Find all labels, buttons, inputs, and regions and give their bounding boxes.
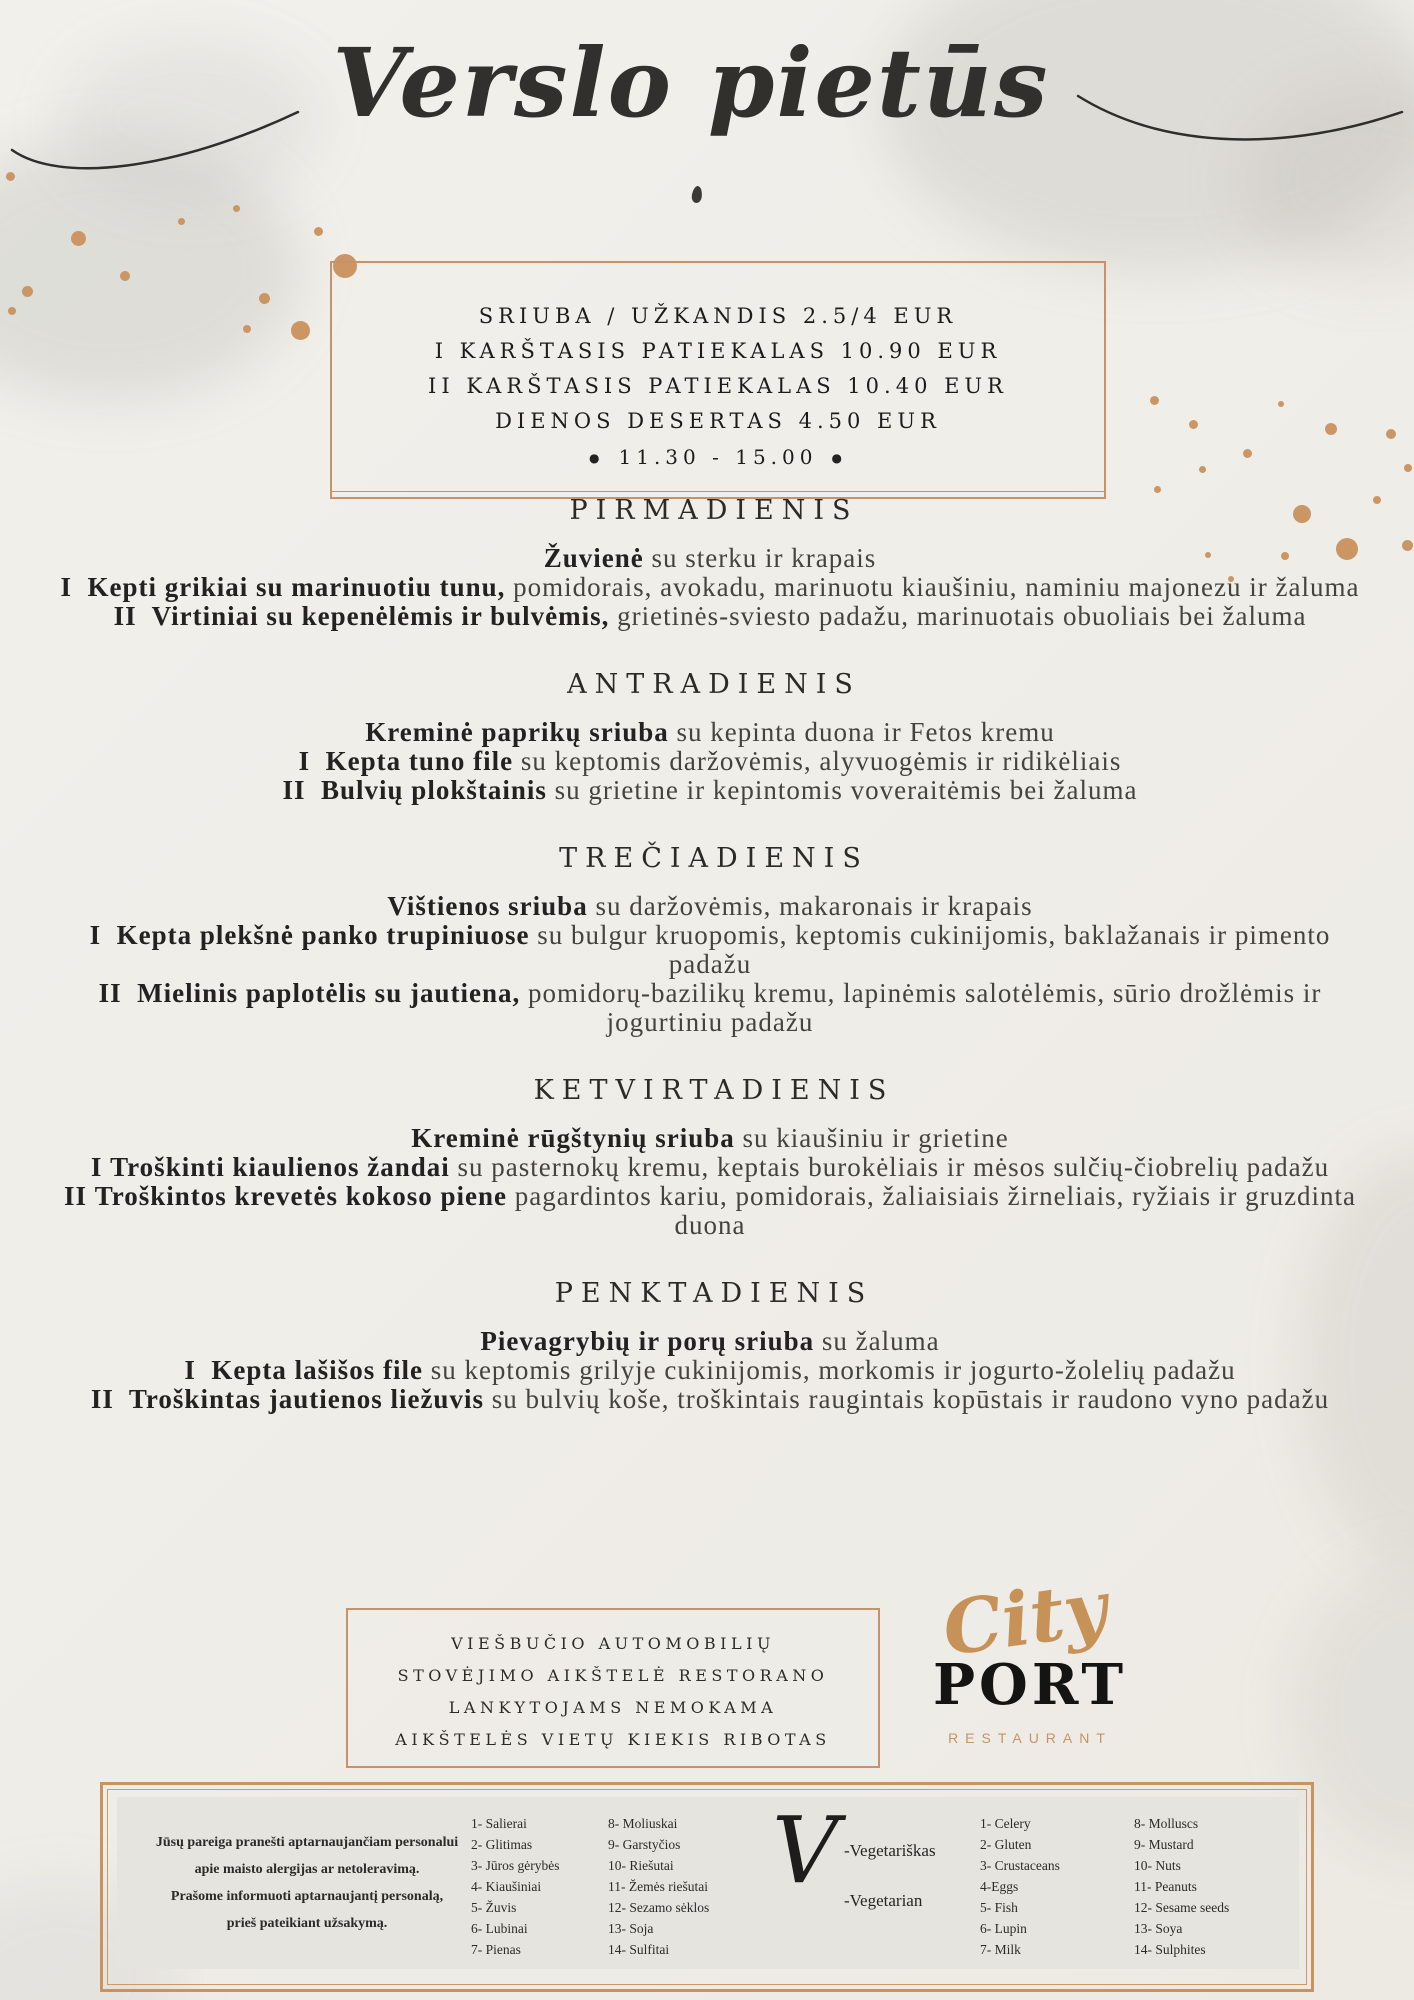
allergens-en-col-1	[980, 1813, 1060, 1960]
price-line: I KARŠTASIS PATIEKALAS 10.90 EUR	[434, 339, 1002, 363]
menu-item: II Troškintos krevetės kokoso piene pagardintos kariu, pomidorais, žaliaisiais žirneliais, ryžiais ir gruzdinta duona	[63, 1181, 1357, 1240]
day-heading: PENKTADIENIS	[554, 1278, 874, 1309]
decor-dot	[1278, 401, 1284, 407]
weekly-menu	[60, 495, 1360, 1452]
day-section-friday	[60, 1278, 1360, 1414]
decor-dot	[1325, 423, 1337, 435]
day-section-monday	[60, 495, 1360, 631]
decor-dot	[1373, 496, 1381, 504]
allergen-item: 9- Mustard	[1134, 1837, 1194, 1852]
decor-dot	[1199, 466, 1206, 473]
allergen-item: 5- Žuvis	[471, 1900, 517, 1915]
serving-hours-text: 11.30 - 15.00	[618, 445, 818, 469]
menu-item: Kreminė rūgštynių sriuba su kiaušiniu ir grietine	[411, 1123, 1009, 1153]
parking-info-box	[346, 1608, 880, 1768]
allergen-item: 12- Sesame seeds	[1134, 1900, 1230, 1915]
menu-item: II Troškintas jautienos liežuvis su bulvių koše, troškintais raugintais kopūstais ir raudono vyno padažu	[90, 1384, 1330, 1414]
menu-item: I Kepta lašišos file su keptomis grilyje cukinijomis, morkomis ir jogurto-žolelių padažu	[184, 1355, 1236, 1385]
day-heading: TREČIADIENIS	[559, 843, 869, 874]
allergen-item: 10- Riešutai	[608, 1858, 674, 1873]
allergen-item: 3- Crustaceans	[980, 1858, 1060, 1873]
day-section-thursday	[60, 1075, 1360, 1240]
day-heading: PIRMADIENIS	[569, 495, 859, 526]
allergen-item: 2- Glitimas	[471, 1837, 533, 1852]
allergens-en-col-2	[1134, 1813, 1229, 1960]
allergen-item: 12- Sezamo sėklos	[608, 1900, 710, 1915]
day-section-wednesday	[60, 843, 1360, 1037]
parking-line: STOVĖJIMO AIKŠTELĖ RESTORANO	[397, 1666, 829, 1685]
allergen-footer-box	[100, 1782, 1314, 1992]
allergen-item: 13- Soya	[1134, 1921, 1183, 1936]
allergy-notice-line: Prašome informuoti aptarnaujantį personalą,	[170, 1889, 444, 1904]
logo-tagline: RESTAURANT	[948, 1730, 1112, 1746]
day-heading: KETVIRTADIENIS	[533, 1075, 895, 1106]
decor-dot	[120, 271, 130, 281]
decor-dot	[1243, 449, 1252, 458]
vegetarian-label-lt: -Vegetariškas	[844, 1841, 936, 1860]
decor-dot	[1386, 429, 1396, 439]
allergen-item: 10- Nuts	[1134, 1858, 1181, 1873]
price-line: DIENOS DESERTAS 4.50 EUR	[495, 409, 941, 433]
menu-item: Kreminė paprikų sriuba su kepinta duona ir Fetos kremu	[365, 717, 1055, 747]
allergen-item: 7- Pienas	[471, 1942, 521, 1957]
allergy-notice-line: prieš pateikiant užsakymą.	[226, 1916, 388, 1931]
page-title: Verslo pietūs	[332, 28, 1050, 139]
allergen-item: 7- Milk	[980, 1942, 1021, 1957]
allergen-item: 11- Žemės riešutai	[608, 1879, 708, 1894]
allergy-notice-line: apie maisto alergijas ar netoleravimą.	[194, 1862, 420, 1877]
menu-item: Pievagrybių ir porų sriuba su žaluma	[480, 1326, 940, 1356]
decor-dot	[8, 307, 16, 315]
menu-item: II Mielinis paplotėlis su jautiena, pomidorų-bazilikų kremu, lapinėmis salotėlėmis, sūrio drožlėmis ir jogurtiniu padažu	[98, 978, 1322, 1037]
allergen-item: 2- Gluten	[980, 1837, 1032, 1852]
allergen-item: 13- Soja	[608, 1921, 654, 1936]
vegetarian-legend	[772, 1797, 982, 1963]
serving-hours	[332, 445, 1104, 469]
bullet-icon: ●	[831, 451, 847, 465]
menu-item: Žuvienė su sterku ir krapais	[543, 543, 877, 573]
menu-item: I Troškinti kiaulienos žandai su pasternokų kremu, keptais burokėliais ir mėsos sulčių-čiobrelių padažu	[90, 1152, 1330, 1182]
decor-dot	[22, 286, 33, 297]
allergen-panel	[117, 1797, 1299, 1969]
vegetarian-label-en: -Vegetarian	[844, 1891, 923, 1910]
parking-line: AIKŠTELĖS VIETŲ KIEKIS RIBOTAS	[395, 1730, 831, 1749]
price-line: SRIUBA / UŽKANDIS 2.5/4 EUR	[478, 304, 958, 328]
menu-item: I Kepta tuno file su keptomis daržovėmis, alyvuogėmis ir ridikėliais	[298, 746, 1122, 776]
vegetarian-mark-icon: V	[772, 1797, 839, 1904]
decor-dot	[1150, 396, 1159, 405]
restaurant-logo	[915, 1564, 1145, 1746]
parking-line: LANKYTOJAMS NEMOKAMA	[448, 1698, 778, 1717]
bullet-icon: ●	[589, 451, 605, 465]
allergen-item: 6- Lupin	[980, 1921, 1027, 1936]
decor-dot	[1189, 420, 1198, 429]
menu-item: I Kepta plekšnė panko trupiniuose su bulgur kruopomis, keptomis cukinijomis, baklažanais ir pimento padažu	[89, 920, 1331, 979]
menu-item: II Virtiniai su kepenėlėmis ir bulvėmis, grietinės-sviesto padažu, marinuotais obuoliais bei žaluma	[113, 601, 1307, 631]
price-info-box	[330, 261, 1106, 499]
decor-dot	[291, 321, 310, 340]
allergen-item: 1- Celery	[980, 1816, 1031, 1831]
day-section-tuesday	[60, 669, 1360, 805]
allergen-item: 9- Garstyčios	[608, 1837, 681, 1852]
decor-dot	[1154, 486, 1161, 493]
logo-name: PORT	[932, 1652, 1128, 1718]
allergy-notice	[142, 1829, 472, 1937]
allergy-notice-line: Jūsų pareiga pranešti aptarnaujančiam personalui	[155, 1835, 459, 1850]
allergen-item: 4- Kiaušiniai	[471, 1879, 542, 1894]
decor-dot	[259, 293, 270, 304]
allergens-lt-col-2	[608, 1813, 709, 1960]
day-heading: ANTRADIENIS	[567, 669, 861, 700]
allergen-item: 14- Sulfitai	[608, 1942, 670, 1957]
decor-dot	[243, 325, 251, 333]
allergen-item: 8- Molluscs	[1134, 1816, 1199, 1831]
menu-item: II Bulvių plokštainis su grietine ir kepintomis voveraitėmis bei žaluma	[282, 775, 1138, 805]
allergen-item: 14- Sulphites	[1134, 1942, 1206, 1957]
menu-item: Vištienos sriuba su daržovėmis, makaronais ir krapais	[387, 891, 1033, 921]
allergen-item: 5- Fish	[980, 1900, 1018, 1915]
parking-line: VIEŠBUČIO AUTOMOBILIŲ	[451, 1634, 775, 1653]
allergens-lt-col-1	[471, 1813, 559, 1960]
price-line: II KARŠTASIS PATIEKALAS 10.40 EUR	[428, 374, 1008, 398]
decor-dot	[1402, 540, 1413, 551]
price-lines	[332, 299, 1104, 439]
allergen-item: 4-Eggs	[980, 1879, 1019, 1894]
allergen-item: 3- Jūros gėrybės	[471, 1858, 560, 1873]
decor-dot	[1404, 464, 1412, 472]
allergen-item: 1- Salierai	[471, 1816, 527, 1831]
allergen-item: 11- Peanuts	[1134, 1879, 1197, 1894]
menu-item: I Kepti grikiai su marinuotiu tunu, pomidorais, avokadu, marinuotu kiaušiniu, naminiu majonezu ir žaluma	[60, 572, 1360, 602]
allergen-item: 8- Moliuskai	[608, 1816, 678, 1831]
logo-script-text: City	[937, 1564, 1113, 1674]
allergen-item: 6- Lubinai	[471, 1921, 528, 1936]
